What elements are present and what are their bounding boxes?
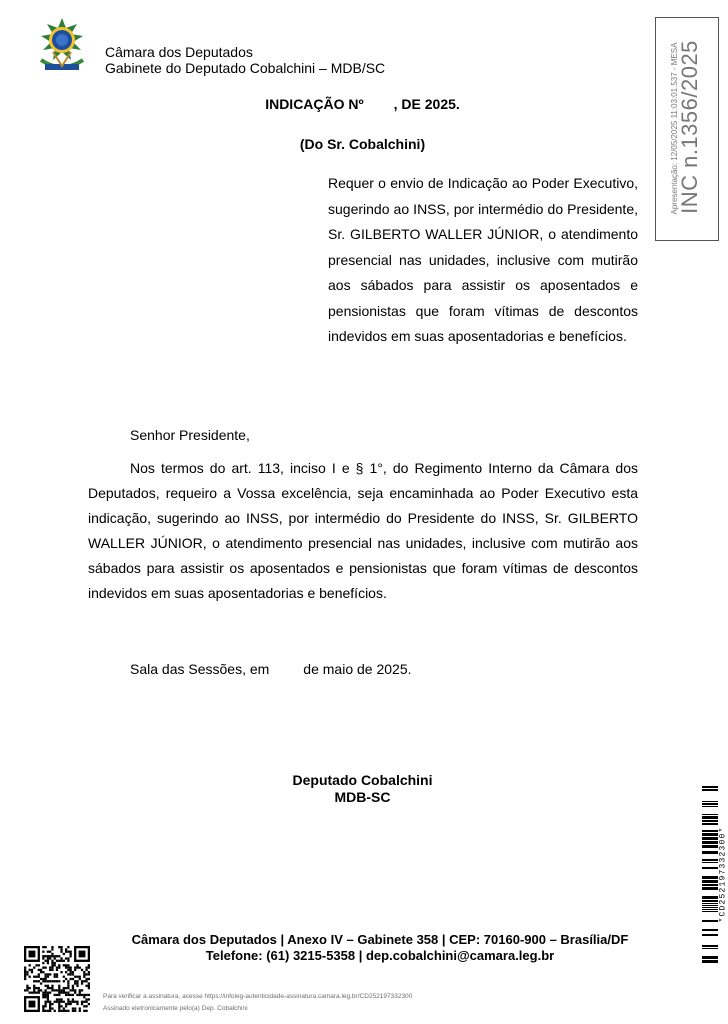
verification-link[interactable]: Para verificar a assinatura, acesse https://infoleg-autenticidade-assinatura.camara.leg.br/CD252197332300 <box>103 993 413 1000</box>
greeting: Senhor Presidente, <box>130 427 250 443</box>
signature-party: MDB-SC <box>334 789 391 805</box>
closing-suffix: de maio de 2025. <box>303 661 412 677</box>
stamp-presentation: Apresentação: 12/05/2025 11:03:01.537 - MESA <box>670 42 679 215</box>
closing-line <box>130 657 680 682</box>
author-line: (Do Sr. Cobalchini) <box>299 136 426 152</box>
protocol-stamp <box>655 17 719 241</box>
coat-of-arms-icon <box>33 16 91 78</box>
header-office: Gabinete do Deputado Cobalchini – MDB/SC <box>105 60 386 76</box>
ementa: Requer o envio de Indicação ao Poder Executivo, sugerindo ao INSS, por intermédio do Presidente, Sr. GILBERTO WALLER JÚNIOR, o atendimento presencial nas unidades, inclusive com mutirão aos sábados para assistir os aposentados e pensionistas que foram vítimas de descontos indevidos em suas aposentadorias e benefícios. <box>328 175 638 344</box>
stamp-number: INC n.1356/2025 <box>677 40 702 214</box>
qr-code-icon[interactable] <box>24 946 90 1012</box>
footer <box>90 932 670 964</box>
verification-signed: Assinado eletronicamente pelo(a) Dep. Cobalchini <box>103 1005 248 1012</box>
signature-block <box>0 772 725 806</box>
closing-prefix: Sala das Sessões, em <box>130 661 270 677</box>
barcode-text: *CD252197332300* <box>718 826 728 923</box>
title-prefix: INDICAÇÃO Nº <box>265 96 364 112</box>
title-suffix: , DE 2025. <box>393 96 460 112</box>
signature-name: Deputado Cobalchini <box>292 772 433 788</box>
header-institution-block <box>105 44 385 76</box>
body-paragraph: Nos termos do art. 113, inciso I e § 1°, do Regimento Interno da Câmara dos Deputados, requeiro a Vossa excelência, seja encaminhada ao Poder Executivo esta indicação, sugerindo ao INSS, por intermédio do Presidente do INSS, Sr. GILBERTO WALLER JÚNIOR, o atendimento presencial nas unidades, inclusive com mutirão aos sábados para assistir os aposentados e pensionistas que foram vítimas de descontos indevidos em suas aposentadorias e benefícios. <box>88 460 638 601</box>
footer-address: Câmara dos Deputados | Anexo IV – Gabinete 358 | CEP: 70160-900 – Brasília/DF <box>131 932 629 947</box>
header-institution: Câmara dos Deputados <box>105 44 253 60</box>
footer-contact: Telefone: (61) 3215-5358 | dep.cobalchini@camara.leg.br <box>205 948 555 963</box>
document-title <box>0 96 725 112</box>
verification-block <box>103 991 412 1015</box>
barcode-icon <box>688 786 718 968</box>
